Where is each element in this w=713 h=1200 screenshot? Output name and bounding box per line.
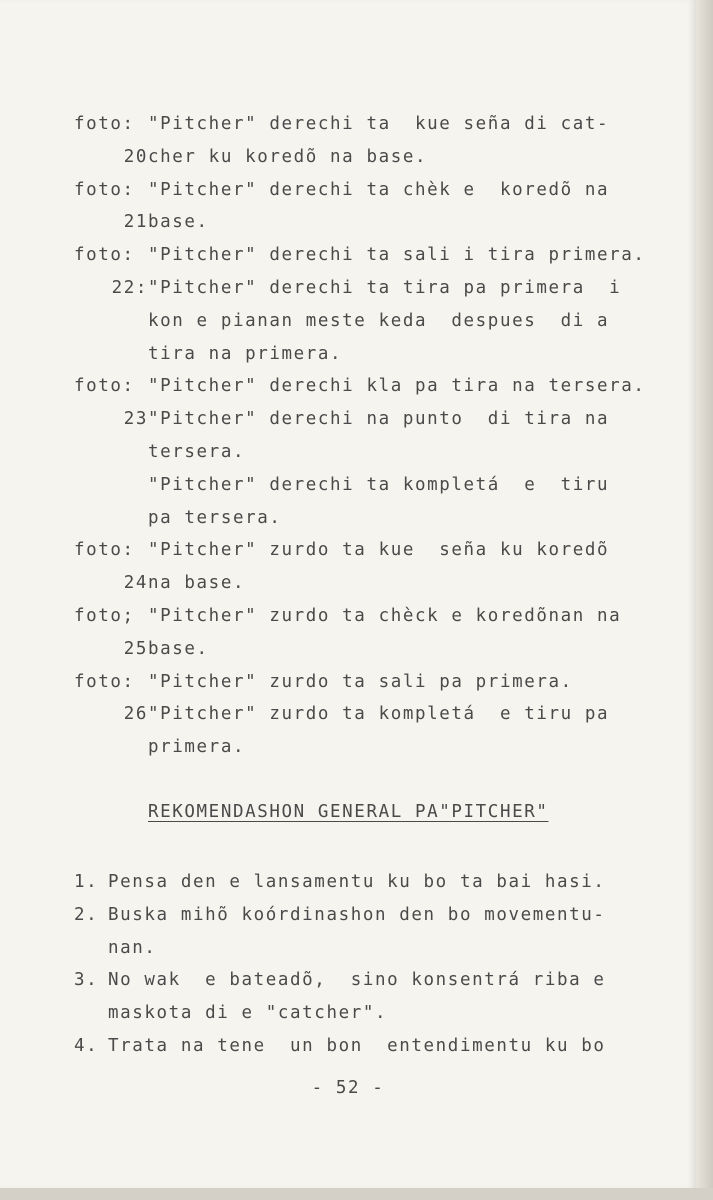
list-item <box>74 1036 674 1069</box>
item-text: No wak e bateadõ, sino konsentrá riba e <box>108 970 606 991</box>
caption-label: foto: <box>74 245 135 266</box>
caption-text: "Pitcher" zurdo ta kompletá e tiru pa <box>148 704 610 725</box>
item-number: 2. <box>74 904 99 925</box>
caption-text: base. <box>148 638 209 659</box>
caption-text: "Pitcher" derechi ta kue seña di cat- <box>148 114 610 134</box>
caption-text: tira na primera. <box>148 343 343 364</box>
item-text: nan. <box>108 937 157 958</box>
caption-label: 24 <box>123 573 148 594</box>
caption-line <box>74 704 674 737</box>
caption-line <box>74 475 674 508</box>
list-item <box>74 872 674 905</box>
caption-text: "Pitcher" zurdo ta chèck e koredõnan na <box>148 605 622 626</box>
caption-line <box>74 278 674 311</box>
caption-line <box>74 540 674 573</box>
item-text: Trata na tene un bon entendimentu ku bo <box>108 1035 606 1056</box>
caption-text: "Pitcher" derechi kla pa tira na tersera. <box>148 376 646 397</box>
caption-line <box>74 147 674 180</box>
caption-text: na base. <box>148 573 246 594</box>
caption-text: "Pitcher" derechi ta kompletá e tiru <box>148 474 610 495</box>
caption-line <box>74 114 674 147</box>
caption-text: "Pitcher" derechi ta sali i tira primera. <box>148 245 646 266</box>
caption-line <box>74 508 674 541</box>
caption-text: "Pitcher" derechi ta chèk e koredõ na <box>148 179 610 200</box>
caption-line <box>74 442 674 475</box>
caption-line <box>74 737 674 770</box>
item-number: 4. <box>74 1035 99 1056</box>
recommendations-list <box>74 872 674 1069</box>
list-item <box>74 905 674 938</box>
caption-text: "Pitcher" zurdo ta sali pa primera. <box>148 671 573 692</box>
caption-line <box>74 180 674 213</box>
section-heading: REKOMENDASHON GENERAL PA"PITCHER" <box>148 802 549 822</box>
caption-label: 26 <box>123 704 148 725</box>
caption-label: foto: <box>74 376 135 397</box>
caption-line <box>74 409 674 442</box>
item-text: maskota di e "catcher". <box>108 1003 388 1024</box>
caption-label: foto; <box>74 605 135 626</box>
page-number: - 52 - <box>311 1078 385 1098</box>
caption-text: "Pitcher" derechi na punto di tira na <box>148 409 610 430</box>
caption-label: 21 <box>123 212 148 233</box>
item-text: Pensa den e lansamentu ku bo ta bai hasi. <box>108 872 606 892</box>
caption-line <box>74 639 674 672</box>
list-item <box>74 970 674 1003</box>
item-number: 1. <box>74 872 99 892</box>
list-item <box>74 1003 674 1036</box>
caption-line <box>74 573 674 606</box>
caption-line <box>74 212 674 245</box>
page-bottom-edge <box>0 1188 713 1200</box>
caption-line <box>74 311 674 344</box>
caption-text: tersera. <box>148 441 246 462</box>
caption-text: "Pitcher" zurdo ta kue seña ku koredõ <box>148 540 610 561</box>
caption-text: pa tersera. <box>148 507 282 528</box>
caption-line <box>74 672 674 705</box>
caption-label: foto: <box>74 540 135 561</box>
caption-label: 20 <box>123 146 148 167</box>
item-number <box>74 1003 108 1036</box>
caption-label: 22: <box>111 277 148 298</box>
photo-captions <box>74 114 674 770</box>
caption-line <box>74 376 674 409</box>
caption-text: primera. <box>148 737 246 758</box>
caption-line <box>74 245 674 278</box>
item-number: 3. <box>74 970 99 991</box>
caption-label: 23 <box>123 409 148 430</box>
item-number <box>74 938 108 971</box>
caption-text: kon e pianan meste keda despues di a <box>148 310 610 331</box>
item-text: Buska mihõ koórdinashon den bo movementu- <box>108 904 606 925</box>
list-item <box>74 938 674 971</box>
caption-label: foto: <box>74 179 135 200</box>
caption-text: cher ku koredõ na base. <box>148 146 428 167</box>
caption-label: foto: <box>74 671 135 692</box>
caption-label: foto: <box>74 114 135 134</box>
caption-text: "Pitcher" derechi ta tira pa primera i <box>148 277 622 298</box>
page-edge <box>696 0 713 1200</box>
caption-label: 25 <box>123 638 148 659</box>
caption-line <box>74 344 674 377</box>
caption-text: base. <box>148 212 209 233</box>
caption-line <box>74 606 674 639</box>
